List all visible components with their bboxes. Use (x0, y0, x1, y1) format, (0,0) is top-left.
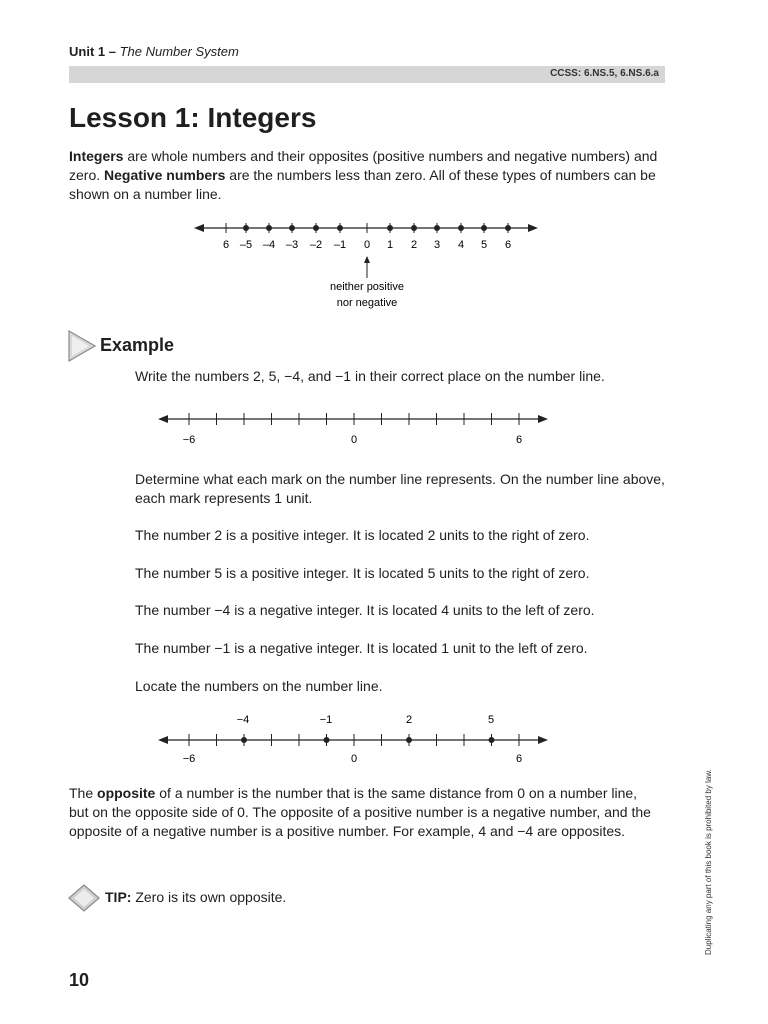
point-dot (505, 225, 511, 231)
step-neg-one: The number −1 is a negative integer. It is located 1 unit to the left of zero. (135, 640, 588, 656)
point-dot (489, 737, 495, 743)
point-dot (387, 225, 393, 231)
ccss-standards: CCSS: 6.NS.5, 6.NS.6.a (550, 68, 659, 79)
point-dot (411, 225, 417, 231)
integers-term: Integers (69, 148, 124, 164)
left-arrow-icon (158, 415, 168, 423)
step-locate: Locate the numbers on the number line. (135, 678, 383, 694)
example-heading: Example (100, 335, 175, 355)
copyright-notice: Duplicating any part of this book is prohibited by law. (704, 769, 713, 955)
point-dot (324, 737, 330, 743)
right-arrow-icon (528, 224, 538, 232)
tip-diamond-icon (68, 884, 100, 912)
up-arrow-icon (364, 256, 370, 263)
example-prompt: Write the numbers 2, 5, −4, and −1 in their correct place on the number line. (135, 368, 605, 384)
left-arrow-icon (194, 224, 204, 232)
point-dot (241, 737, 247, 743)
tip-label: TIP: (105, 889, 132, 905)
tick-label: –2 (309, 239, 323, 251)
number-line-located (155, 710, 555, 770)
tick-label: 0 (350, 753, 358, 765)
zero-note-line-1: neither positive (330, 281, 404, 293)
tick-label: 2 (410, 239, 418, 251)
lesson-title: Lesson 1: Integers (69, 102, 317, 133)
point-dot (289, 225, 295, 231)
tick-label: –4 (262, 239, 276, 251)
step-five: The number 5 is a positive integer. It is located 5 units to the right of zero. (135, 565, 590, 581)
tick-label: 6 (222, 239, 230, 251)
point-dot (337, 225, 343, 231)
tip-text (105, 888, 695, 907)
step-two: The number 2 is a positive integer. It is located 2 units to the right of zero. (135, 527, 590, 543)
unit-label: Unit 1 – (69, 44, 116, 59)
tick-label: 0 (350, 434, 358, 446)
example-arrow-icon (67, 329, 97, 363)
ccss-bar (69, 66, 665, 83)
intro-paragraph (69, 147, 659, 204)
number-line-integers (190, 212, 550, 312)
point-label: −4 (236, 714, 250, 726)
tick-label: 6 (515, 753, 523, 765)
point-dot (434, 225, 440, 231)
right-arrow-icon (538, 736, 548, 744)
tick-label: 0 (363, 239, 371, 251)
unit-header (69, 44, 239, 59)
tip-body: Zero is its own opposite. (131, 889, 287, 905)
tick-label: −6 (182, 434, 196, 446)
number-line-blank (155, 405, 555, 450)
opposite-term: opposite (97, 785, 156, 801)
tick-label: –5 (239, 239, 253, 251)
point-dot (313, 225, 319, 231)
opposite-lead: The (69, 785, 98, 801)
tick-label: 3 (433, 239, 441, 251)
tick-label: 6 (515, 434, 523, 446)
tick-label: 1 (386, 239, 394, 251)
left-arrow-icon (158, 736, 168, 744)
point-dot (458, 225, 464, 231)
opposite-text: of a number is the number that is the same distance from 0 on a number line, but on the opposite side of 0. The opposite of a positive number is a negative number, and the opposite of a negative number is a positive number. For example, 4 and −4 are opposites. (69, 785, 651, 839)
step-neg-four: The number −4 is a negative integer. It is located 4 units to the left of zero. (135, 602, 595, 618)
step-determine: Determine what each mark on the number line represents. On the number line above, each mark represents 1 unit. (135, 471, 665, 506)
point-label: 2 (405, 714, 413, 726)
point-dot (243, 225, 249, 231)
tick-label: −6 (182, 753, 196, 765)
page-number: 10 (69, 970, 90, 990)
zero-note-line-2: nor negative (336, 297, 398, 309)
point-dot (406, 737, 412, 743)
point-dot (481, 225, 487, 231)
tick-label: 4 (457, 239, 465, 251)
intro-text-1: are whole numbers and their opposites (positive numbers and negative numbers) and zero. (69, 148, 658, 183)
tick-label: 5 (480, 239, 488, 251)
unit-subtitle: The Number System (119, 44, 239, 59)
intro-text-2: are the numbers less than zero. All of these types of numbers can be shown on a number line. (69, 167, 656, 202)
opposite-paragraph (69, 784, 659, 841)
right-arrow-icon (538, 415, 548, 423)
tick-label: –3 (285, 239, 299, 251)
tick-label: 6 (504, 239, 512, 251)
tick-label: –1 (333, 239, 347, 251)
point-label: −1 (319, 714, 333, 726)
point-dot (266, 225, 272, 231)
point-label: 5 (487, 714, 495, 726)
negative-numbers-term: Negative numbers (104, 167, 226, 183)
